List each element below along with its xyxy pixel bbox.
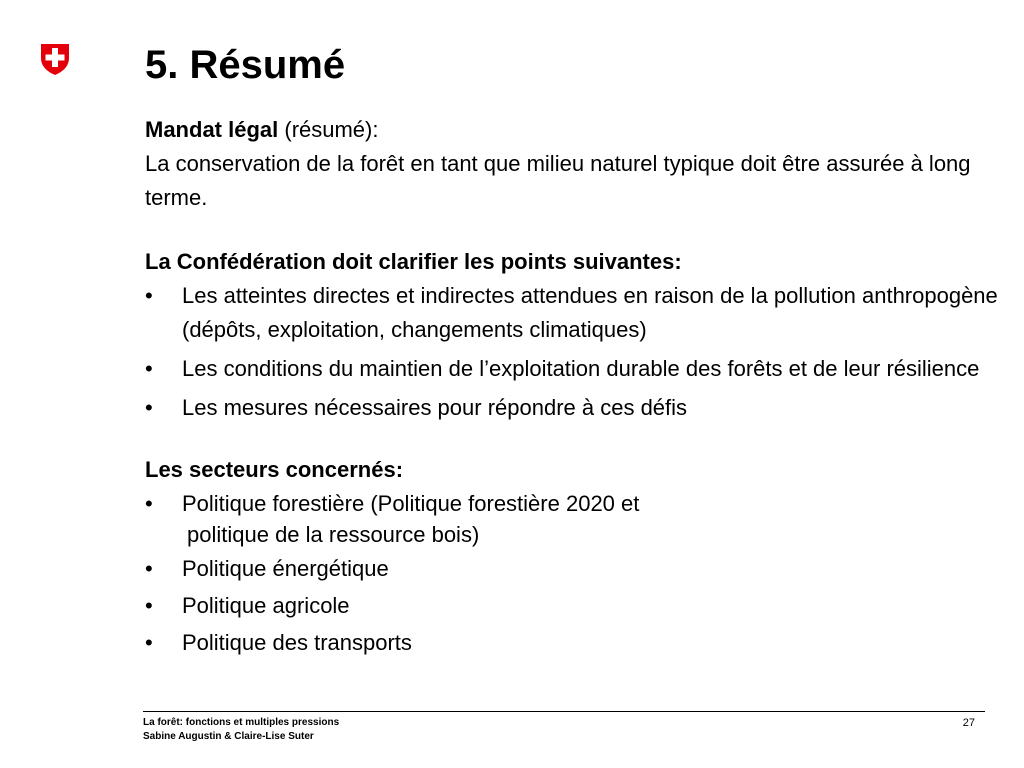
confederation-heading: La Confédération doit clarifier les points suivantes: bbox=[145, 249, 682, 274]
sector-first: Politique forestière (Politique forestière 2020 et bbox=[182, 491, 640, 516]
confederation-points bbox=[145, 279, 1005, 425]
footer-title: La forêt: fonctions et multiples pressions bbox=[143, 717, 340, 728]
list-item: • Les conditions du maintien de l’exploitation durable des forêts et de leur résilience bbox=[145, 352, 1005, 386]
mandate-heading bbox=[145, 113, 1005, 147]
list-item: • Politique agricole bbox=[145, 589, 1005, 623]
list-item: • Politique énergétique bbox=[145, 552, 1005, 586]
mandate-label-suffix: (résumé): bbox=[278, 117, 379, 142]
list-item: • Les atteintes directes et indirectes attendues en raison de la pollution anthropogène (dépôts, exploitation, changements climatiques) bbox=[145, 279, 1005, 347]
page-number: 27 bbox=[962, 717, 975, 729]
mandate-label: Mandat légal bbox=[145, 117, 279, 142]
list-item: • Les mesures nécessaires pour répondre à ces défis bbox=[145, 391, 1005, 425]
footer-divider bbox=[143, 711, 985, 712]
cross-horizontal bbox=[46, 55, 65, 61]
swiss-cross-logo bbox=[40, 43, 70, 76]
footer-credits bbox=[143, 716, 339, 744]
sectors-list bbox=[145, 487, 1005, 660]
list-item: • Politique des transports bbox=[145, 626, 1005, 660]
footer-authors: Sabine Augustin & Claire-Lise Suter bbox=[143, 731, 314, 742]
list-item bbox=[145, 487, 1005, 549]
sector-first-continued: politique de la ressource bois) bbox=[187, 522, 480, 547]
sectors-heading: Les secteurs concernés: bbox=[145, 457, 404, 482]
mandate-text: La conservation de la forêt en tant que milieu naturel typique doit être assurée à long terme. bbox=[145, 151, 971, 210]
slide-content bbox=[145, 113, 1005, 663]
page-title: 5. Résumé bbox=[145, 43, 346, 87]
